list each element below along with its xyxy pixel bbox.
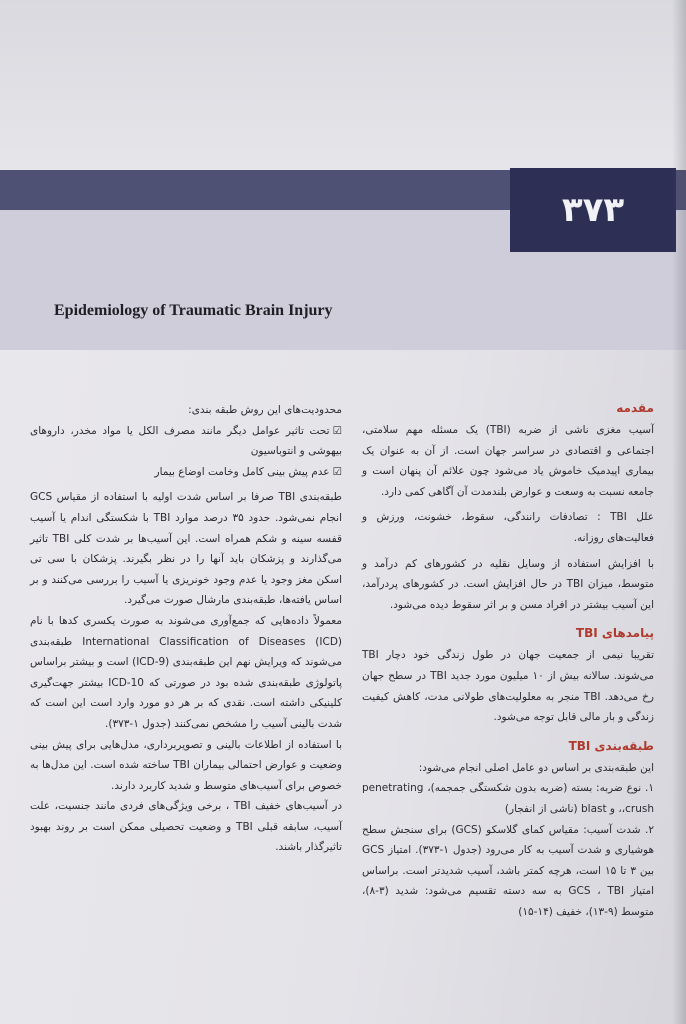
left-paragraph-2: معمولاً داده‌هایی که جمع‌آوری می‌شوند به صورت یکسری کدها با نام International Classification of Diseases (ICD) طبقه‌بندی می‌شوند که ویرایش نهم این طبقه‌بندی (ICD-9) است و بیشتر براساس پاتولوژی طبقه‌بندی شده بود در صورتی که ICD-10 بیشتر جهت‌گیری کلینیکی داشته است. نقدی که بر هر دو مورد وارد است این است که شدت بالینی آسیب را مشخص نمی‌کنند (جدول ۱-۳۷۳). (30, 614, 343, 730)
limit-item-1-text: تحت تاثیر عوامل دیگر مانند مصرف الکل یا مواد مخدر، داروهای بیهوشی و انتوباسیون (30, 424, 342, 458)
limits-title: محدودیت‌های این روش طبقه بندی: (188, 404, 342, 416)
left-paragraph-3: با استفاده از اطلاعات بالینی و تصویربرداری، مدل‌هایی برای پیش بینی وضعیت و عوارض احتمالی بیماران TBI ساخته شده است. این مدل‌ها به خصوص برای آسیب‌های متوسط و شدید کاربرد دارند. (30, 738, 342, 792)
left-paragraph-1: طبقه‌بندی TBI صرفا بر اساس شدت اولیه با استفاده از مقیاس GCS انجام نمی‌شود. حدود ۳۵ درصد موارد TBI با شکستگی اندام یا آسیب قفسه سینه و شکم همراه است. این آسیب‌ها بر شدت کلی TBI تاثیر می‌گذارند و پزشکان باید آنها را در نظر بگیرند. پزشکان با سی تی اسکن مغز وجود یا عدم وجود خونریزی یا آسیب را بررسی می‌کنند و بر اساس یافته‌ها، طبقه‌بندی مارشال صورت می‌گیرد. (30, 491, 343, 607)
outcomes-paragraph: تقریبا نیمی از جمعیت جهان در طول زندگی خود دچار TBI می‌شوند. سالانه بیش از ۱۰ میلیون مورد جدید TBI در سطح جهان رخ می‌دهد. TBI منجر به معلولیت‌های طولانی مدت، کاهش کیفیت زندگی و بار مالی قابل توجه می‌شود. (362, 649, 655, 724)
limit-item-2-text: عدم پیش بینی کامل وخامت اوضاع بیمار (154, 465, 330, 478)
section-title-intro: مقدمه (616, 401, 654, 415)
left-paragraph-4: در آسیب‌های خفیف TBI ، برخی ویژگی‌های فردی مانند جنسیت، علت آسیب، سابقه قبلی TBI و وضعیت تحصیلی ممکن است بر روند بهبود تاثیرگذار باشند. (30, 800, 343, 854)
causes-paragraph: علل TBI : تصادفات رانندگی، سقوط، خشونت، ورزش و فعالیت‌های روزانه. (362, 511, 654, 544)
limit-item-2 (30, 462, 342, 483)
section-title-classification: طبقه‌بندی TBI (568, 738, 654, 753)
right-text-column (362, 396, 654, 922)
checkbox-icon: ☑ (332, 465, 342, 478)
left-text-column (30, 400, 342, 858)
limit-item-1 (30, 421, 342, 462)
classification-item-2: ۲. شدت آسیب: مقیاس کمای گلاسکو (GCS) برای سنجش سطح هوشیاری و شدت آسیب به کار می‌رود (جدول ۱-۳۷۳). امتیاز GCS بین ۳ تا ۱۵ است، هرچه کمتر باشد، آسیب شدیدتر است. براساس امتیاز GCS ، TBI به سه دسته تقسیم می‌شود: شدید (۳-۸)، متوسط (۹-۱۳)، خفیف (۱۴-۱۵) (362, 823, 655, 918)
page-top-area (0, 0, 686, 170)
page-edge-shadow (672, 0, 686, 1024)
classification-item-1: ۱. نوع ضربه: بسته (ضربه بدون شکستگی جمجمه)، penetrating ،crush، و blast (ناشی از انفجار) (362, 782, 654, 815)
trend-paragraph: با افزایش استفاده از وسایل نقلیه در کشورهای کم درآمد و متوسط، میزان TBI در حال افزایش است. در کشورهای پردرآمد، این آسیب بیشتر در افراد مسن و بر اثر سقوط دیده می‌شود. (362, 557, 655, 611)
section-title-outcomes: پیامدهای TBI (575, 626, 654, 641)
chapter-title: Epidemiology of Traumatic Brain Injury (54, 302, 333, 319)
page-number: ۳۷۳ (561, 190, 625, 230)
checkbox-icon: ☑ (332, 424, 342, 437)
page-number-box (510, 168, 676, 252)
intro-paragraph: آسیب مغزی ناشی از ضربه (TBI) یک مسئله مهم سلامتی، اجتماعی و اقتصادی در سراسر جهان است. از آن به عنوان یک بیماری اپیدمیک خاموش یاد می‌شود چون علائم آن پنهان است و جامعه نسبت به وسعت و عوارض بلندمدت آن آگاهی کمی دارد. (362, 424, 654, 498)
classification-intro: این طبقه‌بندی بر اساس دو عامل اصلی انجام می‌شود: (418, 761, 654, 774)
